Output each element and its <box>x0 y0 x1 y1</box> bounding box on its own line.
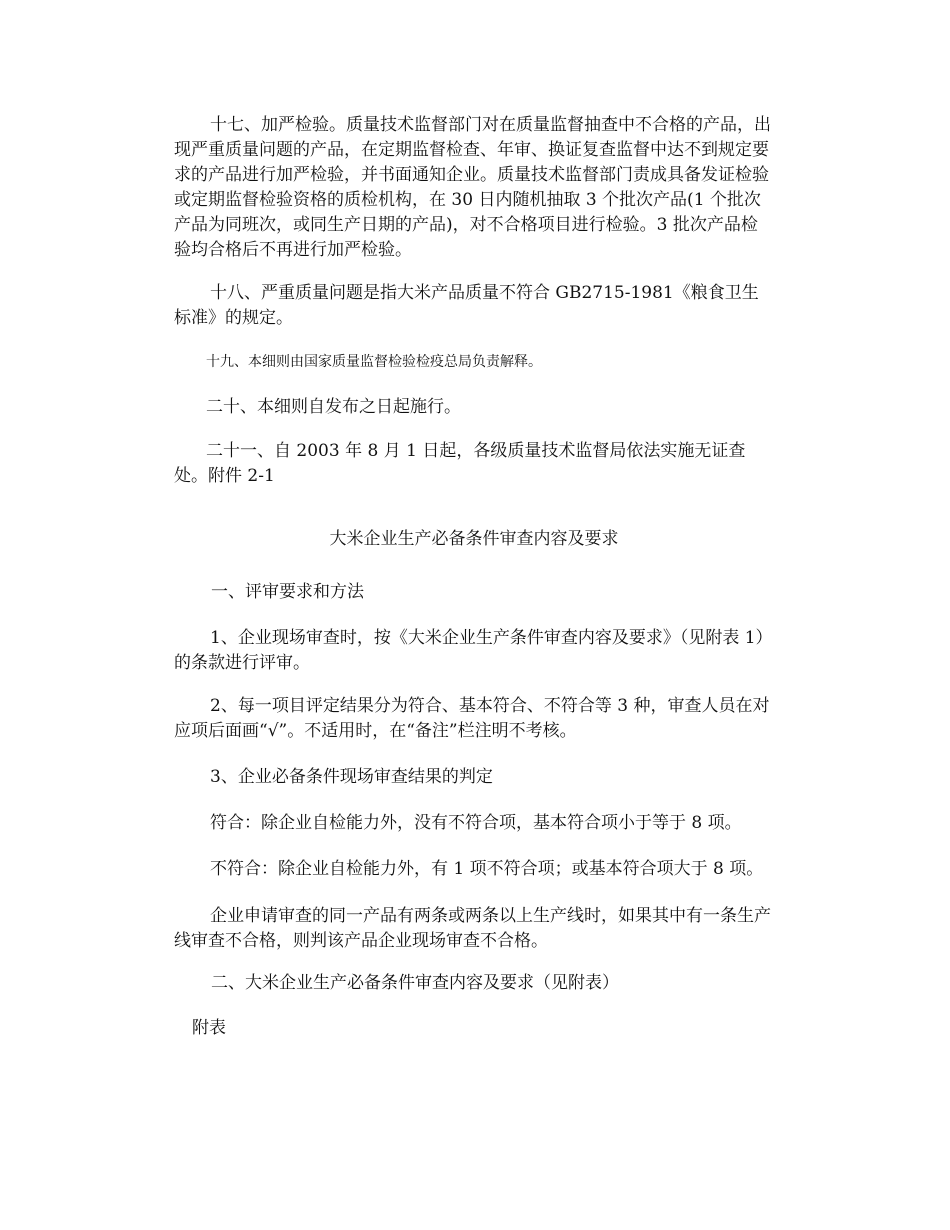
multi-line-rule: 企业申请审查的同一产品有两条或两条以上生产线时，如果其中有一条生产线审查不合格，则判该产品企业现场审查不合格。 <box>174 906 771 951</box>
paragraph-19: 十九、本细则由国家质量监督检验检疫总局负责解释。 <box>206 354 542 370</box>
appendix-label: 附表 <box>192 1018 226 1038</box>
item-3-judgement: 3、企业必备条件现场审查结果的判定 <box>210 767 493 787</box>
nonconform-criterion: 不符合：除企业自检能力外，有 1 项不符合项；或基本符合项大于 8 项。 <box>210 859 764 879</box>
item-2-rating: 2、每一项目评定结果分为符合、基本符合、不符合等 3 种，审查人员在对应项后面画“√”。不适用时，在“备注”栏注明不考核。 <box>174 696 770 741</box>
section-title: 大米企业生产必备条件审查内容及要求 <box>329 529 619 549</box>
conform-criterion: 符合：除企业自检能力外，没有不符合项，基本符合项小于等于 8 项。 <box>210 813 742 833</box>
paragraph-20: 二十、本细则自发布之日起施行。 <box>206 397 461 417</box>
heading-requirements: 二、大米企业生产必备条件审查内容及要求（见附表） <box>211 973 619 993</box>
heading-review-method: 一、评审要求和方法 <box>211 582 364 602</box>
paragraph-17: 十七、加严检验。质量技术监督部门对在质量监督抽查中不合格的产品，出现严重质量问题的产品，在定期监督检查、年审、换证复查监督中达不到规定要求的产品进行加严检验，并书面通知企业。质量技术监督部门责成具备发证检验或定期监督检验资格的质检机构，在 30 日内随机抽取 3 个批次产品(1 个批次产品为同班次，或同生产日期的产品)，对不合格项目进行检验。3 批次产品检验均合格后不再进行加严检验。 <box>174 115 771 260</box>
paragraph-21: 二十一、自 2003 年 8 月 1 日起，各级质量技术监督局依法实施无证查处。附件 2-1 <box>174 441 746 486</box>
item-1-onsite-review: 1、企业现场审查时，按《大米企业生产条件审查内容及要求》（见附表 1）的条款进行评审。 <box>174 628 773 673</box>
paragraph-18: 十八、严重质量问题是指大米产品质量不符合 GB2715-1981《粮食卫生标准》的规定。 <box>174 283 759 328</box>
